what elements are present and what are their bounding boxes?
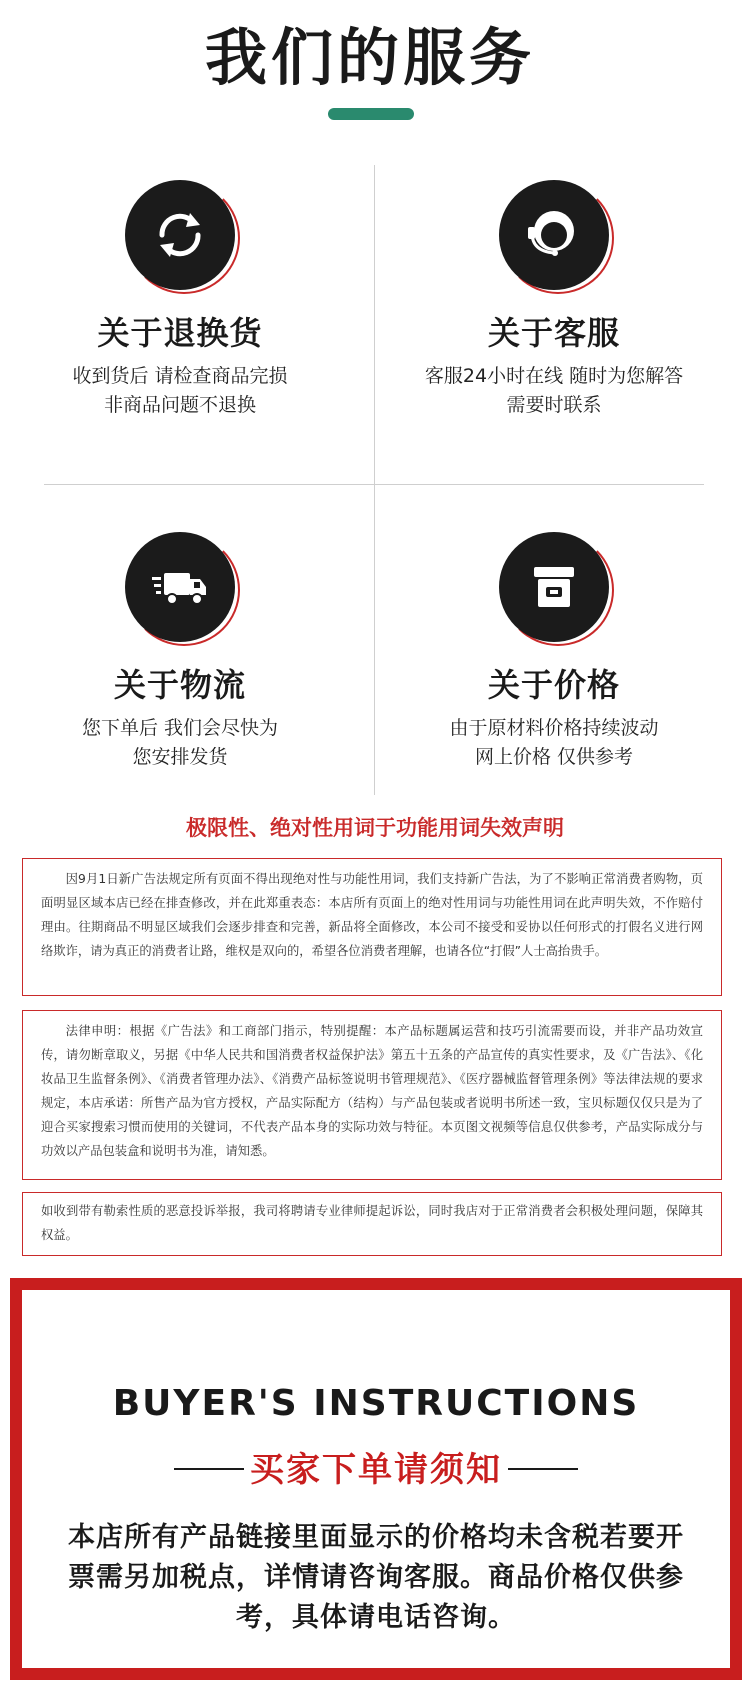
service-desc bbox=[374, 714, 734, 772]
service-desc bbox=[374, 362, 734, 420]
horizontal-divider bbox=[44, 484, 704, 485]
service-title: 关于客服 bbox=[487, 314, 620, 352]
buyer-title-en: BUYER'S INSTRUCTIONS bbox=[112, 1383, 640, 1424]
complaint-notice-paragraph: 如收到带有勒索性质的恶意投诉举报，我司将聘请专业律师提起诉讼，同时我店对于正常消费者会积极处理问题，保障其权益。 bbox=[41, 1204, 703, 1242]
service-desc bbox=[0, 714, 360, 772]
delivery-truck-icon bbox=[125, 532, 235, 642]
customer-service-icon bbox=[499, 180, 609, 290]
service-support bbox=[374, 180, 734, 430]
declaration-title: 极限性、绝对性用词于功能用词失效声明 bbox=[186, 816, 564, 840]
service-title: 关于退换货 bbox=[97, 314, 263, 352]
service-logistics bbox=[0, 532, 360, 782]
page-title: 我们的服务 bbox=[204, 21, 535, 94]
service-desc-line: 您下单后 我们会尽快为 bbox=[81, 717, 279, 739]
service-title: 关于价格 bbox=[487, 666, 620, 704]
service-returns bbox=[0, 180, 360, 430]
declaration-box-3 bbox=[22, 1192, 722, 1256]
buyer-instructions-panel bbox=[10, 1278, 742, 1680]
buyer-title-cn: 买家下单请须知 bbox=[250, 1450, 502, 1490]
service-desc-line: 需要时联系 bbox=[506, 394, 602, 416]
service-desc-line: 您安排发货 bbox=[132, 746, 228, 768]
price-box-icon bbox=[499, 532, 609, 642]
buyer-subtitle-row bbox=[22, 1442, 730, 1492]
legal-statement-paragraph: 法律申明：根据《广告法》和工商部门指示，特别提醒：本产品标题属运营和技巧引流需要而设，并非产品功效宣传，请勿断章取义，另据《中华人民共和国消费者权益保护法》第五十五条的产品宣传的真实性要求，及《广告法》、《化妆品卫生监督条例》、《消费者管理办法》、《消费产品标签说明书管理规范》、《医疗器械监督管理条例》等法律法规的要求规定，本店承诺：所售产品为官方授权，产品实际配方（结构）与产品包装或者说明书所述一致，宝贝标题仅仅只是为了迎合买家搜索习惯而使用的关键词，不代表产品本身的实际功效与特征。本页图文视频等信息仅供参考，产品实际成分与功效以产品包装盒和说明书为准，请知悉。 bbox=[41, 1024, 703, 1158]
right-dash bbox=[508, 1468, 578, 1470]
declaration-paragraph: 因9月1日新广告法规定所有页面不得出现绝对性与功能性用词，我们支持新广告法，为了不影响正常消费者购物，页面明显区域本店已经在排查修改，并在此郑重表态：本店所有页面上的绝对性用词与功能性用词在此声明失效，不作赔付理由。往期商品不明显区域我们会逐步排查和完善，新品将全面修改，本公司不接受和妥协以任何形式的打假名义进行网络欺诈，请为真正的消费者让路，维权是双向的，希望各位消费者理解，也请各位“打假”人士高抬贵手。 bbox=[41, 872, 703, 958]
service-title: 关于物流 bbox=[113, 666, 246, 704]
service-desc-line: 非商品问题不退换 bbox=[103, 394, 256, 416]
refresh-icon bbox=[125, 180, 235, 290]
buyer-instructions-text: 本店所有产品链接里面显示的价格均未含税若要开票需另加税点，详情请咨询客服。商品价格仅供参考，具体请电话咨询。 bbox=[68, 1522, 684, 1633]
service-desc-line: 由于原材料价格持续波动 bbox=[449, 717, 659, 739]
service-desc bbox=[0, 362, 360, 420]
declaration-box-2 bbox=[22, 1010, 722, 1180]
declaration-box-1 bbox=[22, 858, 722, 996]
title-underline bbox=[328, 108, 414, 120]
service-price bbox=[374, 532, 734, 782]
service-desc-line: 客服24小时在线 随时为您解答 bbox=[424, 365, 684, 387]
service-desc-line: 网上价格 仅供参考 bbox=[474, 746, 634, 768]
service-desc-line: 收到货后 请检查商品完损 bbox=[72, 365, 288, 387]
